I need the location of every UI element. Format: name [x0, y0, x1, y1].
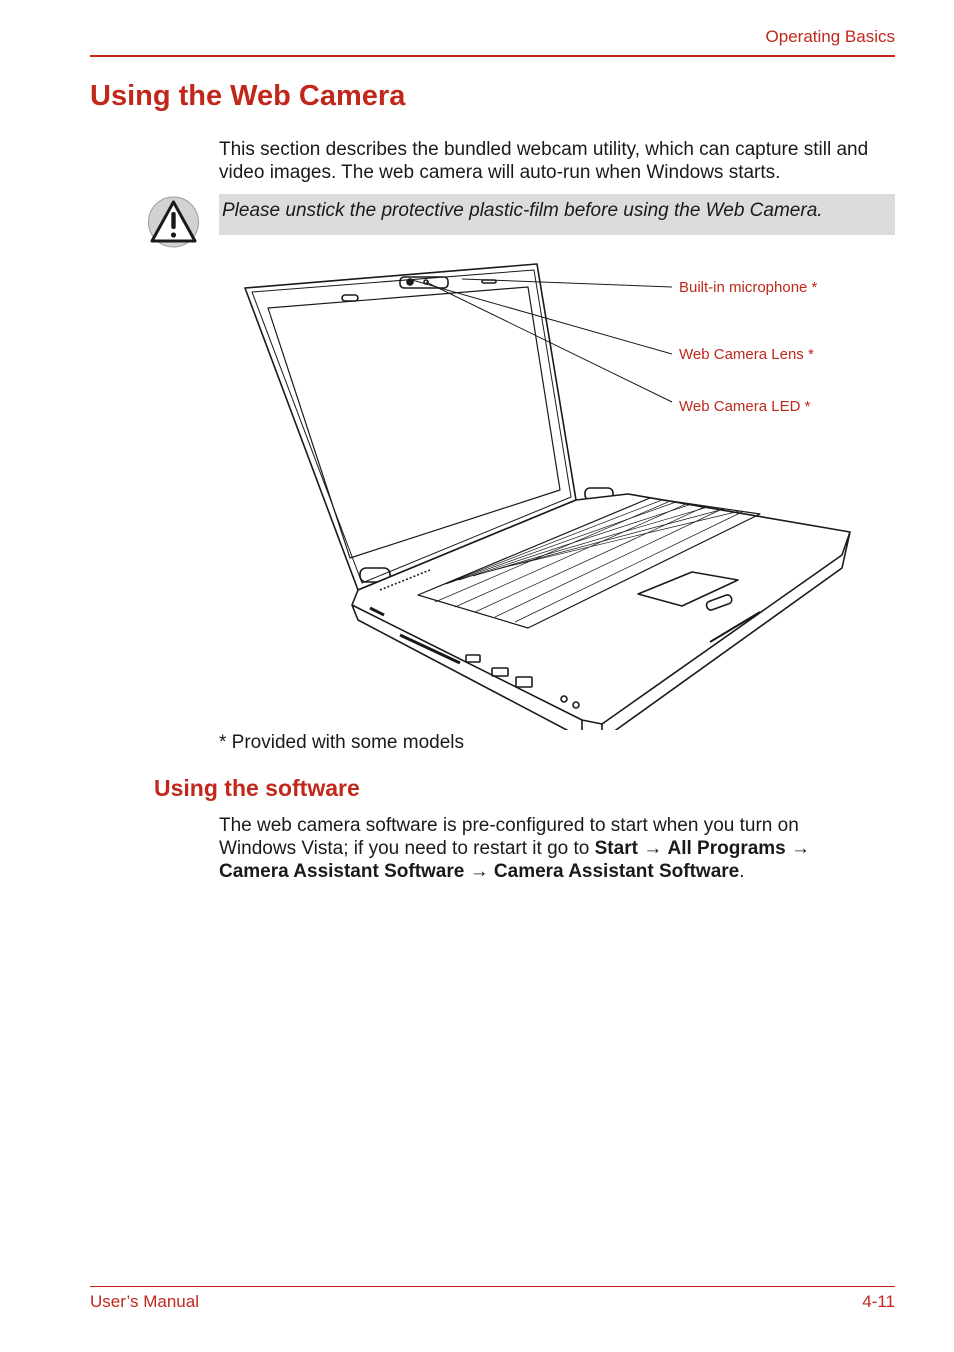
callout-web-camera-lens: Web Camera Lens * [679, 346, 814, 363]
path-camera-assistant-folder: Camera Assistant Software [219, 861, 465, 882]
intro-paragraph: This section describes the bundled webcam utility, which can capture still and video images. The web camera will auto-run when Windows starts. [219, 139, 869, 183]
path-start: Start [594, 838, 638, 859]
page-number: 4-11 [862, 1292, 895, 1311]
path-arrow: → [464, 861, 494, 882]
header-section-title: Operating Basics [765, 27, 895, 46]
path-camera-assistant-app: Camera Assistant Software [493, 861, 740, 882]
path-arrow: → [637, 838, 668, 859]
path-arrow: → [785, 838, 811, 859]
footer-rule [90, 1286, 895, 1287]
laptop-illustration [230, 250, 870, 730]
software-paragraph [219, 814, 869, 883]
callout-built-in-microphone: Built-in microphone * [679, 279, 818, 296]
software-text: The web camera software is pre-configured to start when you turn on Windows Vista; if you need to restart it go to [219, 815, 799, 859]
figure-footnote: * Provided with some models [219, 732, 464, 753]
header-rule [90, 55, 895, 57]
section-heading-software: Using the software [154, 775, 360, 801]
path-all-programs: All Programs [667, 838, 786, 859]
note-box: Please unstick the protective plastic-film before using the Web Camera. [219, 194, 895, 235]
callout-web-camera-led: Web Camera LED * [679, 398, 811, 415]
footer-manual-title: User’s Manual [90, 1292, 199, 1311]
page-title: Using the Web Camera [90, 80, 406, 112]
sentence-end: . [739, 861, 745, 882]
warning-icon [147, 196, 200, 248]
